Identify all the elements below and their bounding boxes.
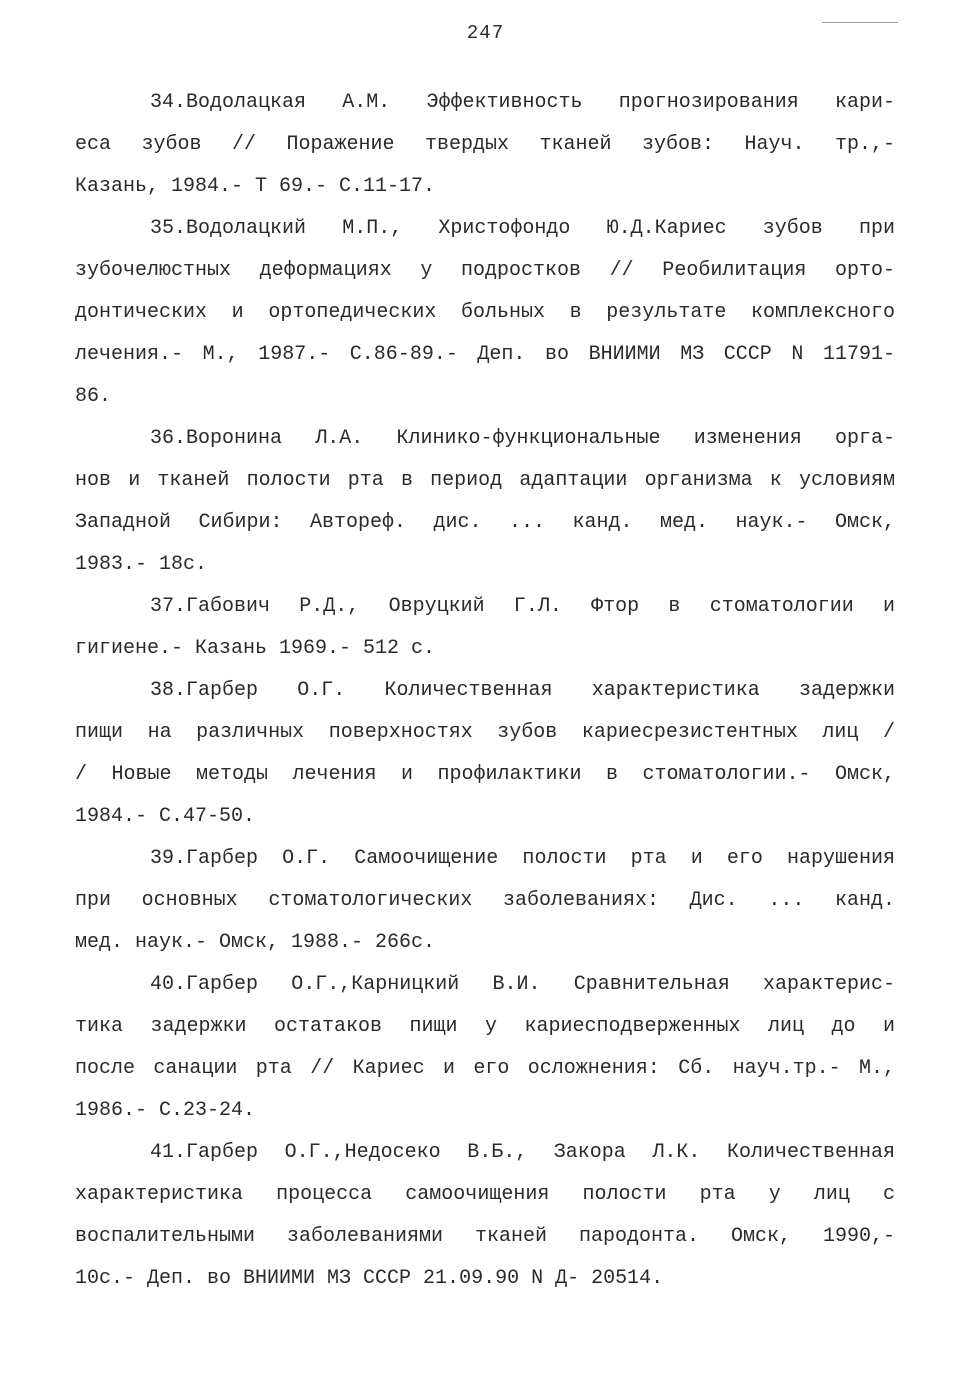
reference-line: 37.Габович Р.Д., Овруцкий Г.Л. Фтор в стоматологии и <box>150 595 895 618</box>
reference-line: Казань, 1984.- Т 69.- С.11-17. <box>75 175 436 198</box>
reference-item-34 <box>75 82 895 208</box>
reference-item-36 <box>75 418 895 586</box>
reference-item-40 <box>75 964 895 1132</box>
page-number: 247 <box>466 22 505 44</box>
reference-line: пищи на различных поверхностях зубов кариесрезистентных лиц / <box>75 721 895 744</box>
reference-line: 10с.- Деп. во ВНИИМИ МЗ СССР 21.09.90 N Д- 20514. <box>75 1267 664 1290</box>
reference-line: зубочелюстных деформациях у подростков // Реобилитация орто- <box>75 259 895 282</box>
reference-line: лечения.- М., 1987.- С.86-89.- Деп. во ВНИИМИ МЗ СССР N 11791- <box>75 343 895 366</box>
reference-line: после санации рта // Кариес и его осложнения: Сб. науч.тр.- М., <box>75 1057 895 1080</box>
reference-list <box>75 82 895 1300</box>
reference-line: / Новые методы лечения и профилактики в стоматологии.- Омск, <box>75 763 895 786</box>
reference-line: характеристика процесса самоочищения полости рта у лиц с <box>75 1183 895 1206</box>
reference-line: 86. <box>75 385 112 408</box>
reference-line: 38.Гарбер О.Г. Количественная характеристика задержки <box>150 679 895 702</box>
reference-line: 1986.- С.23-24. <box>75 1099 256 1122</box>
reference-line: Западной Сибири: Автореф. дис. ... канд. мед. наук.- Омск, <box>75 511 895 534</box>
reference-item-39 <box>75 838 895 964</box>
reference-line: тика задержки остатаков пищи у кариесподверженных лиц до и <box>75 1015 895 1038</box>
reference-line: воспалительными заболеваниями тканей пародонта. Омск, 1990,- <box>75 1225 895 1248</box>
reference-item-38 <box>75 670 895 838</box>
reference-line: 41.Гарбер О.Г.,Недосеко В.Б., Закора Л.К. Количественная <box>150 1141 895 1164</box>
reference-line: нов и тканей полости рта в период адаптации организма к условиям <box>75 469 895 492</box>
reference-line: при основных стоматологических заболеваниях: Дис. ... канд. <box>75 889 895 912</box>
reference-item-37 <box>75 586 895 670</box>
reference-line: 1983.- 18с. <box>75 553 208 576</box>
reference-item-41 <box>75 1132 895 1300</box>
reference-line: 40.Гарбер О.Г.,Карницкий В.И. Сравнительная характерис- <box>150 973 895 996</box>
reference-line: 39.Гарбер О.Г. Самоочищение полости рта и его нарушения <box>150 847 895 870</box>
reference-line: еса зубов // Поражение твердых тканей зубов: Науч. тр.,- <box>75 133 895 156</box>
reference-line: мед. наук.- Омск, 1988.- 266с. <box>75 931 436 954</box>
reference-line: 36.Воронина Л.А. Клинико-функциональные изменения орга- <box>150 427 895 450</box>
reference-line: 34.Водолацкая А.М. Эффективность прогнозирования кари- <box>150 91 895 114</box>
scan-edge-mark <box>822 22 898 23</box>
reference-line: 1984.- С.47-50. <box>75 805 256 828</box>
reference-item-35 <box>75 208 895 418</box>
reference-line: донтических и ортопедических больных в результате комплексного <box>75 301 895 324</box>
reference-line: 35.Водолацкий М.П., Христофондо Ю.Д.Кариес зубов при <box>150 217 895 240</box>
reference-line: гигиене.- Казань 1969.- 512 с. <box>75 637 436 660</box>
